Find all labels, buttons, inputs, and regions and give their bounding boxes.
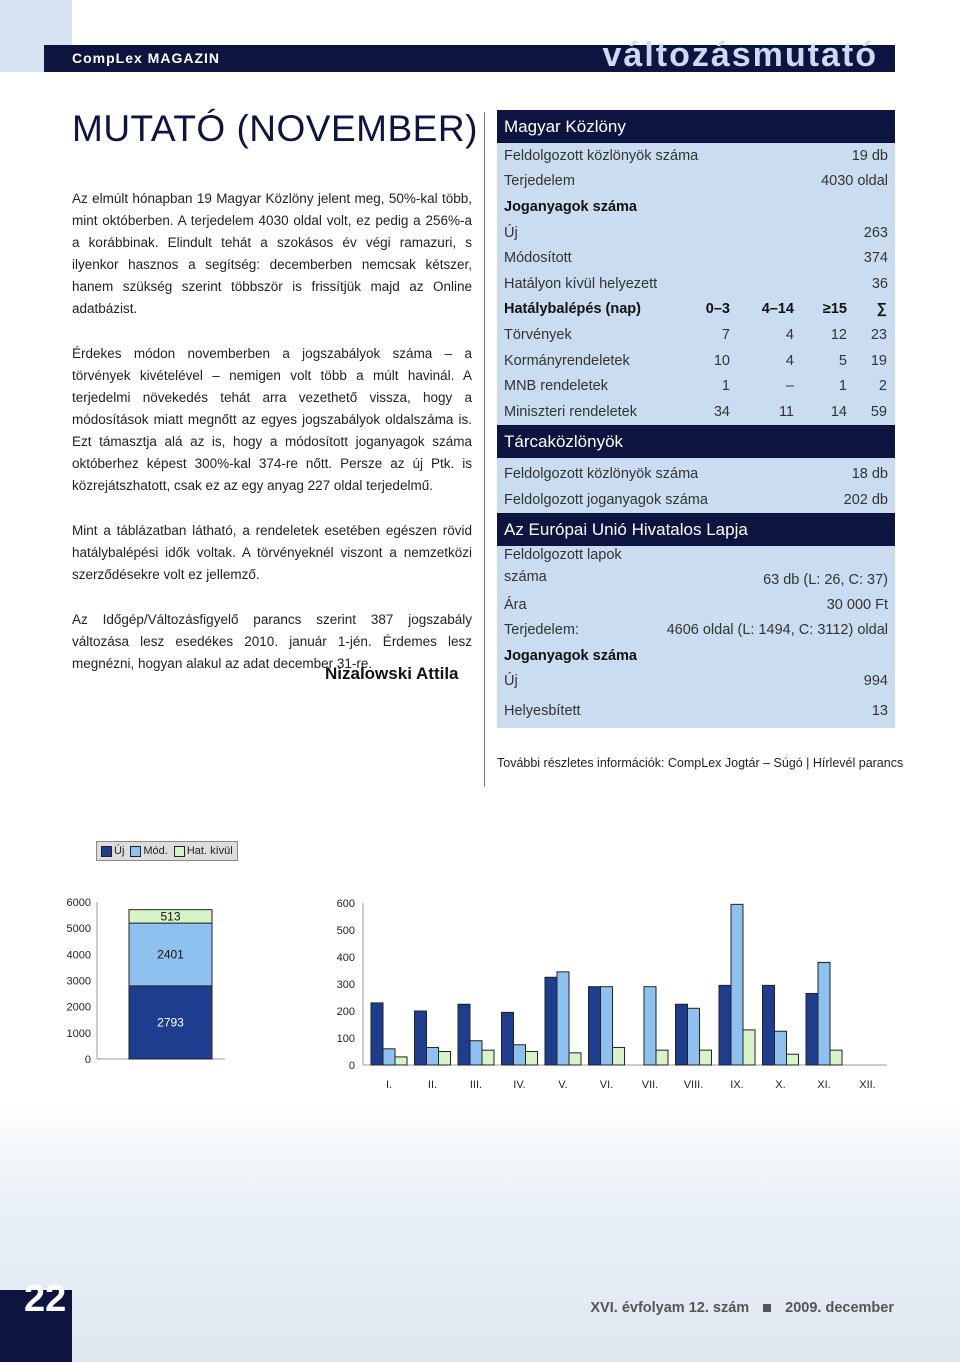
x-tick-label: III. [469, 1079, 483, 1091]
y-tick-label: 300 [336, 979, 355, 991]
row-value: 4030 oldal [821, 173, 888, 190]
cell: 19 [870, 352, 887, 369]
table-row [497, 245, 895, 271]
magyar-kozlony-heading: Magyar Közlöny [497, 110, 895, 143]
bar [763, 985, 775, 1065]
row-value: 4606 oldal (L: 1494, C: 3112) oldal [666, 622, 888, 639]
row-label: Helyesbített [504, 703, 581, 720]
cell: 1 [838, 378, 847, 395]
bar [601, 987, 613, 1065]
bar [830, 1050, 842, 1065]
cell: – [785, 378, 794, 395]
paragraph: Az elmúlt hónapban 19 Magyar Közlöny jelent meg, 50%-kal több, mint októberben. A terjedelem 4030 oldal volt, ez pedig a 256%-a a korábbinak. Elindult tehát a szokásos év végi ramazuri, s ilyenkor hasznos a segítség: decemberben nemcsak kétszer, hanem szükség szerint többször is frissítjük majd az Online adatbázist. [72, 191, 472, 316]
table-row [497, 399, 895, 425]
cell: 2 [878, 378, 887, 395]
x-tick-label: VII. [641, 1079, 659, 1091]
row-label: Joganyagok száma [504, 198, 637, 215]
row-label: Kormányrendeletek [504, 352, 630, 369]
row-label: Miniszteri rendeletek [504, 403, 637, 420]
table-row [497, 546, 895, 592]
table-row [497, 487, 895, 513]
bar [743, 1030, 755, 1065]
bar [439, 1052, 451, 1066]
legend-label: Mód. [143, 845, 168, 857]
background-photo [0, 1100, 960, 1362]
table-row [497, 592, 895, 618]
y-tick-label: 5000 [66, 923, 91, 936]
legend-label: Hat. kívül [186, 845, 233, 857]
issue-label: XVI. évfolyam 12. szám [590, 1300, 750, 1316]
y-tick-label: 6000 [66, 897, 91, 909]
y-tick-label: 1000 [66, 1027, 91, 1040]
row-label [504, 544, 622, 588]
cell: 59 [870, 403, 887, 420]
table-row [497, 143, 895, 169]
table-row [497, 669, 895, 695]
row-value: 13 [871, 703, 888, 720]
column-divider [484, 112, 485, 787]
x-tick-label: I. [385, 1079, 393, 1091]
legend-item [130, 845, 167, 857]
bar [458, 1004, 470, 1065]
bar [775, 1031, 787, 1065]
row-value: 19 db [851, 147, 888, 164]
bar [676, 1004, 688, 1065]
data-label: 2793 [157, 1015, 184, 1030]
bar [415, 1011, 427, 1065]
row-label: Feldolgozott joganyagok száma [504, 491, 708, 508]
y-tick-label: 3000 [66, 975, 91, 988]
col-header: 4–14 [761, 301, 794, 318]
x-tick-label: VIII. [683, 1079, 704, 1091]
row-label-line: száma [504, 568, 547, 585]
cell: 34 [713, 403, 730, 420]
x-tick-label: X. [775, 1079, 786, 1091]
bar [526, 1052, 538, 1066]
row-value: 202 db [843, 491, 888, 508]
bar [806, 993, 818, 1065]
legend-swatch [101, 846, 112, 857]
row-label: Terjedelem [504, 173, 575, 190]
cell: 23 [870, 326, 887, 343]
col-header: ≥15 [822, 301, 847, 318]
y-tick-label: 600 [336, 898, 355, 910]
bar [656, 1050, 668, 1065]
legend-item [101, 845, 124, 857]
legend-swatch [174, 846, 185, 857]
row-label: Törvények [504, 326, 572, 343]
bar [545, 977, 557, 1065]
x-tick-label: XII. [859, 1079, 876, 1091]
cell: 1 [721, 378, 730, 395]
cell: 5 [838, 352, 847, 369]
bar [482, 1050, 494, 1065]
stacked-bar-chart [55, 888, 235, 1073]
data-label: 2401 [157, 947, 184, 962]
table-row [497, 220, 895, 246]
bar [383, 1049, 395, 1065]
hatalybalepes-heading [497, 297, 895, 323]
data-label: 513 [160, 909, 181, 924]
stats-table [497, 110, 895, 728]
table-row [497, 617, 895, 643]
bar [688, 1008, 700, 1065]
y-tick-label: 2000 [66, 1001, 91, 1014]
cell: 7 [721, 326, 730, 343]
bar [719, 985, 731, 1065]
cell: 10 [713, 352, 730, 369]
row-value: 63 db (L: 26, C: 37) [763, 571, 888, 588]
y-tick-label: 4000 [66, 949, 91, 962]
footnote: További részletes információk: CompLex Jogtár – Súgó | Hírlevél parancs [497, 756, 904, 770]
row-value: 263 [863, 224, 888, 241]
cell: 12 [830, 326, 847, 343]
bar [787, 1054, 799, 1065]
issue-info [590, 1300, 894, 1316]
row-value: 994 [863, 673, 888, 690]
row-label: Új [504, 673, 518, 690]
bar [470, 1041, 482, 1065]
cell: 14 [830, 403, 847, 420]
y-tick-label: 200 [336, 1006, 355, 1018]
y-tick-label: 100 [336, 1033, 355, 1045]
y-tick-label: 0 [84, 1054, 91, 1066]
separator-square [763, 1304, 771, 1312]
eu-journal-heading: Az Európai Unió Hivatalos Lapja [497, 513, 895, 546]
table-row [497, 694, 895, 728]
monthly-bar-chart [325, 890, 895, 1100]
cell: 11 [778, 403, 794, 420]
row-label: Módosított [504, 250, 572, 267]
cell: 4 [785, 352, 794, 369]
row-label-line: Feldolgozott lapok [504, 546, 622, 563]
y-tick-label: 500 [336, 925, 355, 937]
col-header: 0–3 [705, 301, 730, 318]
paragraph: Mint a táblázatban látható, a rendeletek esetében egészen rövid hatálybalépési idők voltak. A törvényeknél viszont a nemzetközi szerződésekre volt ez jellemző. [72, 523, 472, 582]
chart-legend [96, 841, 238, 861]
x-tick-label: IV. [513, 1079, 526, 1091]
paragraph: Az Időgép/Változásfigyelő parancs szerint 387 jogszabály változása lesz esedékes 2010. január 1-jén. Érdemes lesz megnézni, hogyan alakul az adat december 31-re. [72, 612, 472, 671]
row-label: Új [504, 224, 518, 241]
cell: 4 [785, 326, 794, 343]
bar [502, 1012, 514, 1065]
row-value: 18 db [851, 466, 888, 483]
table-row [497, 322, 895, 348]
bar [700, 1050, 712, 1065]
author-name: Nizalowski Attila [325, 664, 459, 683]
table-row [497, 348, 895, 374]
bar [569, 1053, 581, 1065]
bar [395, 1057, 407, 1065]
row-label: Joganyagok száma [504, 647, 637, 664]
table-row [497, 271, 895, 297]
bar [731, 904, 743, 1065]
bar [427, 1047, 439, 1065]
row-value: 30 000 Ft [826, 596, 888, 613]
tarcakozlonyok-heading: Tárcaközlönyök [497, 425, 895, 458]
table-row [497, 169, 895, 195]
col-header: ∑ [876, 301, 887, 318]
y-tick-label: 400 [336, 952, 355, 964]
x-tick-label: IX. [730, 1079, 744, 1091]
section-title: változásmutató [602, 36, 878, 74]
paragraph: Érdekes módon novemberben a jogszabályok száma – a törvények kivételével – nemigen volt több a múlt havinál. A terjedelmi növekedés tehát arra vezethető vissza, hogy a módosítások miatt megnőtt az egyes jogszabályok oldalszáma is. Ezt támasztja alá az is, hogy a módosított joganyagok száma októberhez képest 300%-kal 374-re nőtt. Persze az új Ptk. is közrejátszhatott, csak ez az egy anyag 227 oldal terjedelmű. [72, 346, 472, 493]
row-value: 374 [863, 250, 888, 267]
row-label: Ára [504, 596, 527, 613]
row-label: Feldolgozott közlönyök száma [504, 147, 699, 164]
bar [613, 1047, 625, 1065]
bar [644, 987, 656, 1065]
y-tick-label: 0 [348, 1060, 355, 1072]
bar [589, 987, 601, 1065]
legend-label: Új [114, 845, 125, 857]
eu-joganyagok-heading [497, 643, 895, 669]
bar [514, 1045, 526, 1065]
joganyagok-heading [497, 194, 895, 220]
bar [818, 962, 830, 1065]
row-label: Terjedelem: [504, 622, 579, 639]
article-body [72, 188, 472, 698]
table-row [497, 462, 895, 488]
legend-item [174, 845, 233, 857]
x-tick-label: II. [427, 1079, 438, 1091]
x-tick-label: XI. [817, 1079, 831, 1091]
x-tick-label: VI. [599, 1079, 614, 1091]
row-label: Hatályon kívül helyezett [504, 275, 658, 292]
row-label: Feldolgozott közlönyök száma [504, 466, 699, 483]
x-tick-label: V. [558, 1079, 568, 1091]
issue-date: 2009. december [785, 1300, 894, 1316]
row-value: 36 [871, 275, 888, 292]
bar [557, 972, 569, 1065]
row-label: MNB rendeletek [504, 378, 608, 395]
legend-swatch [130, 846, 141, 857]
table-row [497, 373, 895, 399]
page-number: 22 [24, 1278, 67, 1320]
bar [371, 1003, 383, 1065]
magazine-brand: CompLex MAGAZIN [72, 50, 220, 66]
row-label: Hatálybalépés (nap) [504, 301, 641, 318]
article-title: MUTATÓ (NOVEMBER) [72, 108, 478, 149]
